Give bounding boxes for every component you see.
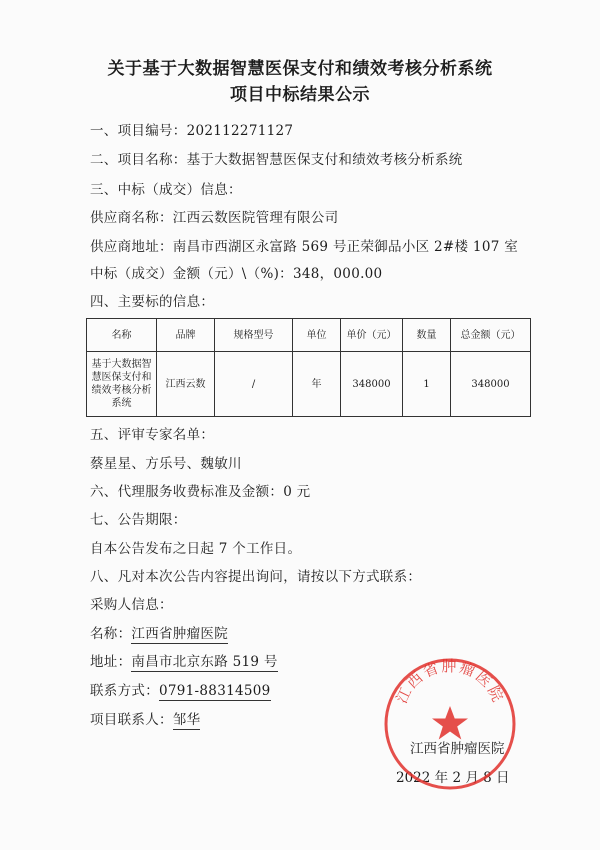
purchaser-address-label: 地址：: [90, 654, 132, 670]
purchaser-name: [90, 622, 228, 642]
table-header: 品牌: [157, 319, 215, 352]
seal-text: 江西省肿瘤医院: [392, 657, 508, 707]
items-table: [86, 318, 531, 417]
table-header: 名称: [87, 319, 157, 352]
project-contact-label: 项目联系人：: [90, 712, 173, 728]
award-info-heading: 三、中标（成交）信息：: [90, 182, 242, 198]
signature-org: 江西省肿瘤医院: [410, 741, 505, 757]
purchaser-heading: 采购人信息：: [90, 597, 173, 613]
purchaser-contact: [90, 679, 271, 699]
table-cell: 348000: [341, 352, 403, 417]
title-line-1: 关于基于大数据智慧医保支付和绩效考核分析系统: [107, 59, 493, 79]
period-text: 自本公告发布之日起 7 个工作日。: [90, 541, 302, 557]
table-header: 单价（元）: [341, 319, 403, 352]
table-cell: 348000: [451, 352, 531, 417]
main-items-heading: 四、主要标的信息：: [90, 294, 215, 310]
service-fee: 六、代理服务收费标准及金额：0 元: [90, 484, 311, 500]
table-cell: /: [215, 352, 293, 417]
project-contact-person: [90, 708, 200, 728]
purchaser-contact-value: 0791-88314509: [159, 683, 271, 699]
experts-list: 蔡星星、方乐号、魏敏川: [90, 456, 242, 472]
supplier-name: 供应商名称：江西云数医院管理有限公司: [90, 210, 339, 226]
table-header: 数量: [403, 319, 451, 352]
table-header: 单位: [293, 319, 341, 352]
project-number: 一、项目编号：202112271127: [90, 123, 294, 139]
purchaser-contact-label: 联系方式：: [90, 683, 159, 699]
seal-star-icon: [432, 706, 468, 740]
table-header: 规格型号: [215, 319, 293, 352]
supplier-address: 供应商地址：南昌市西湖区永富路 569 号正荣御品小区 2#楼 107 室: [90, 239, 518, 255]
purchaser-name-value: 江西省肿瘤医院: [131, 626, 229, 642]
table-cell: 1: [403, 352, 451, 417]
table-cell: 江西云数: [157, 352, 215, 417]
award-amount: 中标（成交）金额（元）\（%)：348，000.00: [90, 266, 383, 282]
table-row: [87, 352, 531, 417]
table-header: 总金额（元）: [451, 319, 531, 352]
purchaser-address: [90, 650, 278, 670]
project-contact-value: 邹华: [172, 712, 201, 728]
purchaser-name-label: 名称：: [90, 626, 132, 642]
table-cell: 年: [293, 352, 341, 417]
official-seal-stamp: [380, 654, 520, 794]
period-heading: 七、公告期限：: [90, 512, 187, 528]
inquiry-heading: 八、凡对本次公告内容提出询问，请按以下方式联系：: [90, 569, 422, 585]
project-name: 二、项目名称：基于大数据智慧医保支付和绩效考核分析系统: [90, 152, 463, 168]
purchaser-address-value: 南昌市北京东路 519 号: [131, 654, 278, 670]
table-cell: 基于大数据智慧医保支付和绩效考核分析系统: [87, 352, 157, 417]
experts-heading: 五、评审专家名单：: [90, 427, 215, 443]
signature-date: 2022 年 2 月 8 日: [396, 770, 510, 786]
title-line-2: 项目中标结果公示: [230, 85, 370, 105]
table-header-row: [87, 319, 531, 352]
